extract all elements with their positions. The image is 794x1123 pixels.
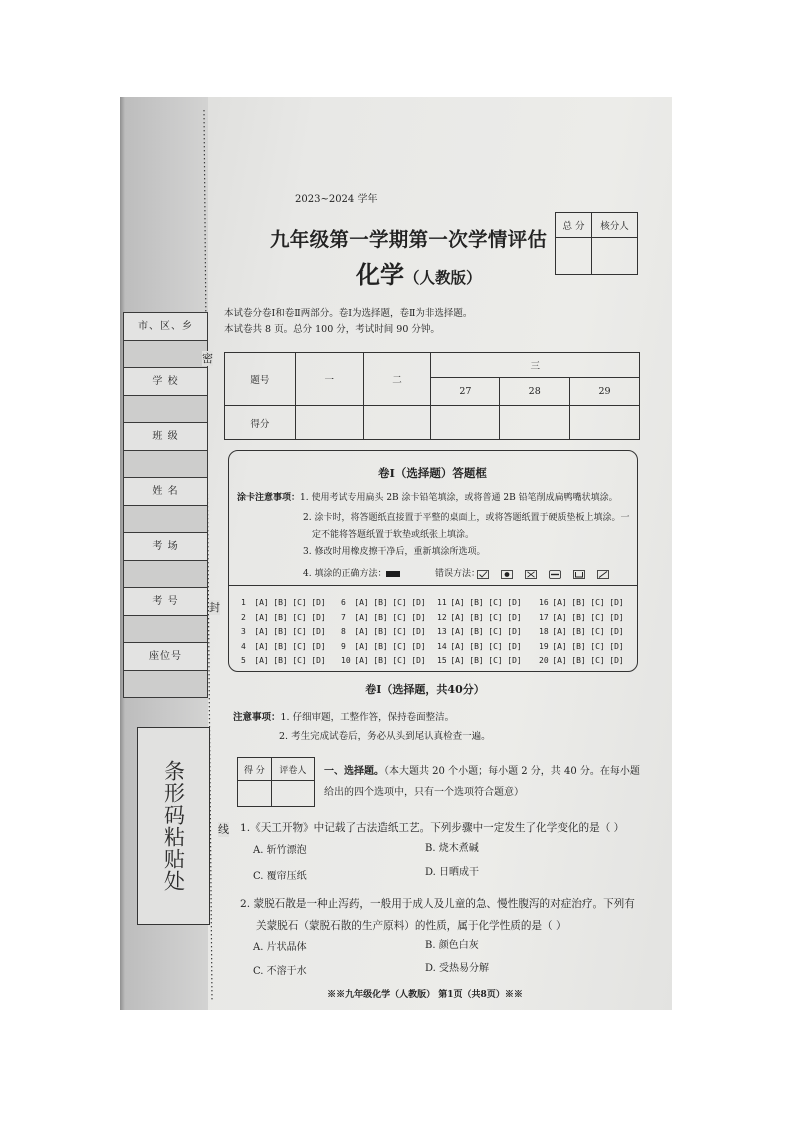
answer-option-4: [D] — [507, 656, 522, 665]
answer-option-1: [A] — [254, 612, 269, 622]
dot-mark-icon — [501, 570, 513, 579]
page-footer: ※※九年级化学（人教版） 第1页（共8页）※※ — [327, 990, 523, 1000]
total-score-box — [555, 212, 638, 275]
answer-number: 13 — [437, 627, 447, 636]
answer-row-11 — [437, 596, 524, 611]
answer-option-4: [D] — [507, 641, 522, 651]
answer-number: 11 — [437, 598, 447, 607]
card-note-1 — [237, 492, 618, 504]
answer-option-2: [B] — [373, 627, 388, 636]
intro-line-1: 本试卷分卷Ⅰ和卷Ⅱ两部分。卷Ⅰ为选择题，卷Ⅱ为非选择题。 — [224, 308, 473, 319]
answer-option-4: [D] — [311, 627, 326, 636]
answer-option-2: [B] — [373, 612, 388, 622]
intro-line-2: 本试卷共 8 页。总分 100 分，考试时间 90 分钟。 — [224, 324, 440, 335]
barcode-area — [137, 727, 210, 925]
answer-row-2 — [241, 611, 328, 626]
answer-number: 5 — [241, 656, 246, 665]
answer-option-4: [D] — [609, 641, 624, 651]
answer-option-3: [C] — [488, 641, 503, 651]
score-cell-29 — [570, 406, 640, 440]
answer-number: 18 — [539, 627, 549, 636]
answer-option-1: [A] — [450, 612, 465, 622]
answer-option-4: [D] — [411, 598, 426, 607]
answer-option-3: [C] — [292, 641, 307, 651]
answer-option-3: [C] — [590, 627, 605, 636]
total-box-header-row — [556, 213, 638, 238]
score-label: 得分 — [225, 406, 296, 440]
card-note-4: 4. 填涂的正确方法： — [303, 569, 387, 579]
answer-option-4: [D] — [507, 598, 522, 607]
answer-option-2: [B] — [273, 656, 288, 665]
field-label-exam-room: 考 场 — [123, 532, 208, 561]
answer-option-4: [D] — [311, 612, 326, 622]
answer-option-2: [B] — [273, 627, 288, 636]
answer-card — [228, 450, 638, 672]
field-label-region: 市、区、乡 — [123, 312, 208, 341]
section-score-value-row — [238, 781, 315, 807]
answer-option-4: [D] — [311, 641, 326, 651]
answer-option-1: [A] — [254, 627, 269, 636]
answer-option-4: [D] — [411, 656, 426, 665]
question-27-header: 27 — [431, 378, 500, 406]
answer-row-5 — [241, 654, 328, 669]
question-2-option-a: A. 片状晶体 — [253, 942, 307, 953]
score-table — [224, 352, 640, 440]
answer-option-3: [C] — [590, 598, 605, 607]
answer-option-1: [A] — [354, 641, 369, 651]
answer-option-2: [B] — [571, 627, 586, 636]
answer-row-6 — [341, 596, 428, 611]
answer-option-3: [C] — [392, 612, 407, 622]
part-1-header: 一 — [295, 353, 363, 406]
answer-number: 20 — [539, 656, 549, 665]
answer-option-3: [C] — [392, 627, 407, 636]
question-1-option-d: D. 日晒成干 — [425, 867, 480, 878]
answer-option-3: [C] — [590, 656, 605, 665]
answer-number: 2 — [241, 612, 246, 622]
subject-edition: （人教版） — [404, 268, 482, 287]
answer-option-2: [B] — [373, 598, 388, 607]
answer-row-9 — [341, 640, 428, 655]
answer-option-3: [C] — [488, 656, 503, 665]
seal-mark-xian: 线 — [218, 823, 229, 836]
part-1-note-2: 2. 考生完成试卷后，务必从头到尾认真检查一遍。 — [279, 731, 491, 742]
filled-bar-icon — [386, 571, 400, 577]
answer-option-4: [D] — [609, 627, 624, 636]
answer-number: 9 — [341, 641, 346, 651]
question-2-stem-line-2: 关蒙脱石（蒙脱石散的生产原料）的性质，属于化学性质的是（ ） — [256, 920, 567, 932]
seal-mark-feng: 封 — [209, 601, 220, 614]
subject-name: 化学 — [356, 260, 404, 289]
section-score-header-row — [238, 758, 315, 781]
subject-line — [356, 255, 482, 290]
cross-mark-icon — [525, 570, 537, 579]
answer-option-4: [D] — [609, 612, 624, 622]
answer-row-20 — [539, 654, 626, 669]
card-note-2-continued: 定不能将答题纸置于软垫或纸张上填涂。 — [312, 530, 475, 540]
answer-option-4: [D] — [411, 627, 426, 636]
slash-mark-icon — [597, 570, 609, 579]
answer-number: 6 — [341, 598, 346, 607]
answer-number: 12 — [437, 612, 447, 622]
answer-option-4: [D] — [507, 627, 522, 636]
question-29-header: 29 — [570, 378, 640, 406]
answer-row-4 — [241, 640, 328, 655]
barcode-label: 条形码粘贴处 — [161, 760, 186, 892]
score-cell-part-1 — [295, 406, 363, 440]
field-label-school: 学 校 — [123, 367, 208, 396]
answer-option-2: [B] — [373, 641, 388, 651]
part-1-note-1 — [233, 712, 454, 724]
field-label-exam-number: 考 号 — [123, 587, 208, 616]
answer-number: 17 — [539, 612, 549, 622]
answer-option-3: [C] — [488, 612, 503, 622]
answer-option-1: [A] — [450, 656, 465, 665]
total-box-value-row — [556, 238, 638, 275]
answer-option-3: [C] — [590, 641, 605, 651]
question-number-label: 题号 — [225, 353, 296, 406]
section-score-box — [237, 757, 315, 807]
seal-mark-mi: 密 — [202, 352, 213, 365]
answer-option-1: [A] — [552, 612, 567, 622]
question-28-header: 28 — [500, 378, 570, 406]
total-score-value — [556, 238, 592, 275]
answer-row-13 — [437, 625, 524, 640]
answer-option-1: [A] — [450, 598, 465, 607]
question-2-option-b: B. 颜色白灰 — [425, 940, 479, 951]
section-title: 一、选择题。 — [324, 766, 384, 777]
checker-label: 核分人 — [591, 213, 637, 238]
field-label-name: 姓 名 — [123, 477, 208, 506]
answer-option-2: [B] — [469, 656, 484, 665]
answer-option-4: [D] — [609, 656, 624, 665]
field-blank-region — [123, 340, 208, 369]
answer-row-18 — [539, 625, 626, 640]
answer-option-1: [A] — [254, 656, 269, 665]
part-1-note-1-text: 1. 仔细审题，工整作答，保持卷面整洁。 — [280, 712, 455, 723]
answer-option-1: [A] — [552, 598, 567, 607]
wrong-method-label: 错误方法： — [435, 569, 481, 579]
answer-row-17 — [539, 611, 626, 626]
school-year: 2023~2024 学年 — [295, 194, 378, 205]
card-note-1-text: 1. 使用考试专用扁头 2B 涂卡铅笔填涂，或将普通 2B 铅笔削成扁鸭嘴状填涂。 — [300, 493, 618, 503]
answer-number: 19 — [539, 641, 549, 651]
section-score-label: 得 分 — [238, 758, 272, 781]
student-info-fields — [123, 313, 208, 698]
wrong-method-icons — [477, 570, 609, 579]
card-note-2: 2. 涂卡时，将答题纸直接置于平整的桌面上，或将答题纸置于硬质垫板上填涂。一 — [303, 513, 630, 523]
answer-column-2 — [341, 596, 428, 669]
part-1-notice-label: 注意事项： — [233, 712, 281, 723]
answer-option-4: [D] — [411, 641, 426, 651]
part-3-header: 三 — [431, 353, 640, 378]
answer-option-3: [C] — [292, 627, 307, 636]
answer-option-2: [B] — [373, 656, 388, 665]
score-cell-28 — [500, 406, 570, 440]
question-1-option-b: B. 烧木煮碱 — [425, 843, 479, 854]
field-blank-exam-number — [123, 615, 208, 644]
answer-option-3: [C] — [488, 627, 503, 636]
question-2-option-d: D. 受热易分解 — [425, 963, 490, 974]
score-cell-27 — [431, 406, 500, 440]
answer-number: 14 — [437, 641, 447, 651]
question-1-option-a: A. 斩竹漂泡 — [253, 845, 307, 856]
answer-option-1: [A] — [450, 641, 465, 651]
section-grader-label: 评卷人 — [271, 758, 314, 781]
checker-value — [591, 238, 637, 275]
section-title-line-1 — [324, 766, 640, 778]
field-blank-school — [123, 395, 208, 424]
answer-option-1: [A] — [552, 641, 567, 651]
answer-card-title: 卷Ⅰ（选择题）答题框 — [378, 466, 487, 480]
check-mark-icon — [477, 570, 489, 579]
answer-option-3: [C] — [392, 656, 407, 665]
card-note-3: 3. 修改时用橡皮擦干净后，重新填涂所选项。 — [303, 547, 486, 557]
bracket-mark-icon — [573, 570, 585, 579]
score-table-score-row — [225, 406, 640, 440]
answer-number: 15 — [437, 656, 447, 665]
answer-option-3: [C] — [392, 641, 407, 651]
answer-card-divider — [229, 585, 637, 586]
answer-option-1: [A] — [552, 656, 567, 665]
field-label-seat-number: 座位号 — [123, 642, 208, 671]
field-label-class: 班 级 — [123, 422, 208, 451]
answer-number: 8 — [341, 627, 346, 636]
answer-option-1: [A] — [254, 641, 269, 651]
answer-column-4 — [539, 596, 626, 669]
answer-option-2: [B] — [571, 598, 586, 607]
section-description-1: （本大题共 20 个小题；每小题 2 分，共 40 分。在每小题 — [384, 766, 640, 777]
question-1-stem: 1.《天工开物》中记载了古法造纸工艺。下列步骤中一定发生了化学变化的是（ ） — [240, 822, 625, 834]
answer-column-3 — [437, 596, 524, 669]
answer-option-4: [D] — [311, 656, 326, 665]
answer-row-19 — [539, 640, 626, 655]
part-1-heading: 卷Ⅰ（选择题，共40分） — [365, 683, 485, 696]
answer-option-4: [D] — [311, 598, 326, 607]
dash-mark-icon — [549, 570, 561, 579]
field-blank-name — [123, 505, 208, 534]
answer-number: 7 — [341, 612, 346, 622]
question-1-option-c: C. 覆帘压纸 — [253, 871, 307, 882]
answer-number: 16 — [539, 598, 549, 607]
exam-paper — [120, 97, 672, 1010]
answer-row-8 — [341, 625, 428, 640]
answer-row-10 — [341, 654, 428, 669]
answer-option-2: [B] — [571, 641, 586, 651]
answer-row-12 — [437, 611, 524, 626]
section-description-2: 给出的四个选项中，只有一个选项符合题意） — [324, 787, 524, 798]
answer-option-1: [A] — [450, 627, 465, 636]
answer-option-4: [D] — [411, 612, 426, 622]
question-2-option-c: C. 不溶于水 — [253, 966, 307, 977]
field-blank-exam-room — [123, 560, 208, 589]
score-table-header-row — [225, 353, 640, 378]
answer-column-1 — [241, 596, 328, 669]
answer-number: 1 — [241, 598, 246, 607]
answer-option-2: [B] — [273, 598, 288, 607]
answer-option-1: [A] — [354, 627, 369, 636]
total-score-label: 总 分 — [556, 213, 592, 238]
answer-option-2: [B] — [571, 656, 586, 665]
field-blank-class — [123, 450, 208, 479]
answer-row-16 — [539, 596, 626, 611]
answer-option-4: [D] — [507, 612, 522, 622]
answer-option-2: [B] — [273, 641, 288, 651]
answer-option-3: [C] — [292, 612, 307, 622]
answer-option-1: [A] — [354, 656, 369, 665]
answer-option-3: [C] — [488, 598, 503, 607]
answer-option-3: [C] — [292, 656, 307, 665]
card-notice-label: 涂卡注意事项： — [237, 493, 301, 503]
section-grader-value — [271, 781, 314, 807]
answer-option-3: [C] — [590, 612, 605, 622]
answer-number: 3 — [241, 627, 246, 636]
answer-option-2: [B] — [469, 641, 484, 651]
answer-row-7 — [341, 611, 428, 626]
answer-number: 10 — [341, 656, 351, 665]
answer-row-1 — [241, 596, 328, 611]
answer-option-2: [B] — [273, 612, 288, 622]
exam-title: 九年级第一学期第一次学情评估 — [270, 228, 548, 251]
answer-option-4: [D] — [609, 598, 624, 607]
answer-option-1: [A] — [254, 598, 269, 607]
answer-option-1: [A] — [354, 612, 369, 622]
answer-row-3 — [241, 625, 328, 640]
part-2-header: 二 — [363, 353, 431, 406]
answer-option-2: [B] — [571, 612, 586, 622]
field-blank-seat-number — [123, 670, 208, 699]
answer-option-3: [C] — [392, 598, 407, 607]
answer-row-14 — [437, 640, 524, 655]
answer-option-1: [A] — [552, 627, 567, 636]
answer-number: 4 — [241, 641, 246, 651]
answer-option-3: [C] — [292, 598, 307, 607]
score-cell-part-2 — [363, 406, 431, 440]
answer-option-2: [B] — [469, 627, 484, 636]
answer-row-15 — [437, 654, 524, 669]
answer-option-2: [B] — [469, 612, 484, 622]
section-score-value — [238, 781, 272, 807]
answer-option-2: [B] — [469, 598, 484, 607]
answer-option-1: [A] — [354, 598, 369, 607]
question-2-stem-line-1: 2. 蒙脱石散是一种止泻药，一般用于成人及儿童的急、慢性腹泻的对症治疗。下列有 — [240, 898, 635, 910]
